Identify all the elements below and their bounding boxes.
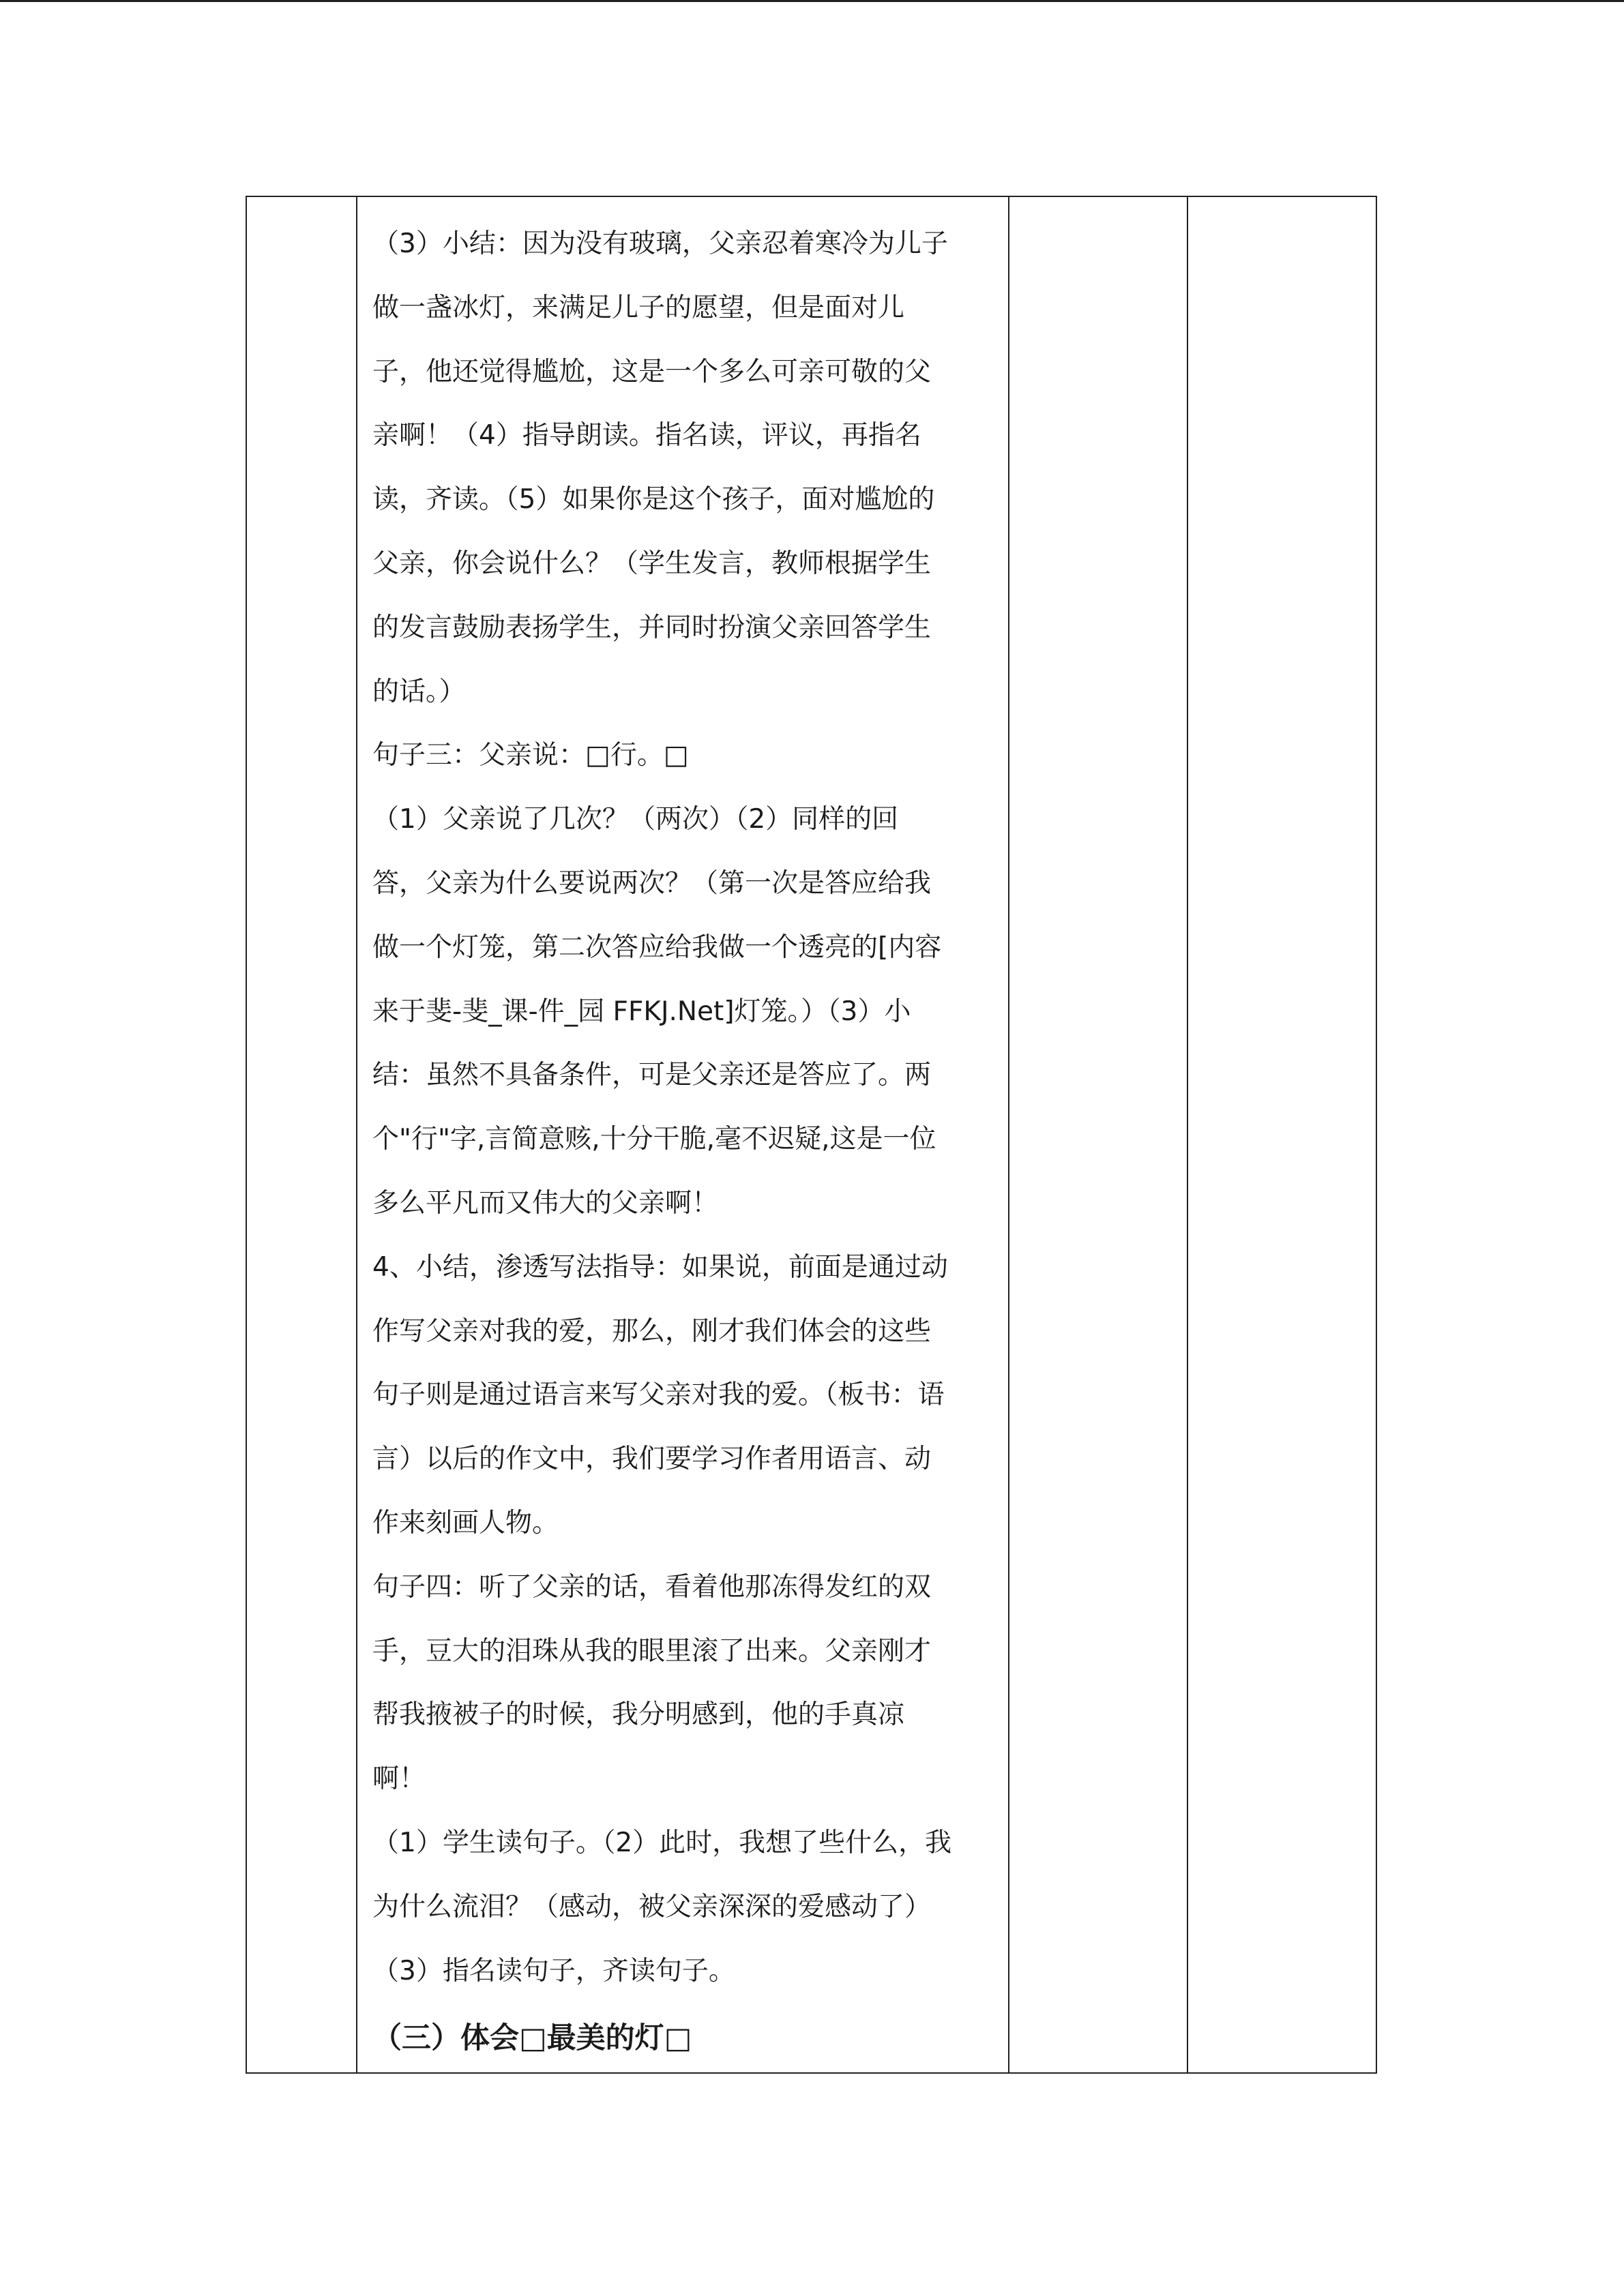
text-line: 句子三：父亲说：□行。□: [372, 740, 689, 771]
text-line: 父亲，你会说什么？（学生发言，教师根据学生: [372, 548, 932, 579]
text-line: 4、小结，渗透写法指导：如果说，前面是通过动: [372, 1251, 948, 1283]
text-line: （1）父亲说了几次？（两次）（2）同样的回: [372, 804, 899, 835]
text-line: 亲啊！（4）指导朗读。指名读，评议，再指名: [372, 420, 921, 451]
text-line: 作写父亲对我的爱，那么，刚才我们体会的这些: [372, 1315, 932, 1347]
section-heading: （三）体会□最美的灯□: [372, 2021, 692, 2056]
text-line: 啊！: [372, 1763, 426, 1795]
text-line: （1）学生读句子。（2）此时，我想了些什么，我: [372, 1827, 952, 1858]
text-line: 做一个灯笼，第二次答应给我做一个透亮的[内容: [372, 931, 942, 963]
text-line: 读，齐读。（5）如果你是这个孩子，面对尴尬的: [372, 484, 935, 516]
text-line: 手，豆大的泪珠从我的眼里滚了出来。父亲刚才: [372, 1635, 932, 1667]
text-line: 句子则是通过语言来写父亲对我的爱。（板书：语: [372, 1380, 945, 1411]
blank-cell-notes: [1009, 196, 1187, 2073]
text-line: （3）指名读句子，齐读句子。: [372, 1955, 735, 1986]
text-line: 的话。）: [372, 676, 466, 707]
text-line: 子，他还觉得尴尬，这是一个多么可亲可敬的父: [372, 356, 932, 387]
text-line: 为什么流泪？（感动，被父亲深深的爱感动了）: [372, 1891, 932, 1922]
text-line: 多么平凡而又伟大的父亲啊！: [372, 1187, 719, 1219]
text-line: 帮我掖被子的时候，我分明感到，他的手真凉: [372, 1699, 905, 1731]
text-line: 答，父亲为什么要说两次？（第一次是答应给我: [372, 867, 932, 899]
text-line: 做一盏冰灯，来满足儿子的愿望，但是面对儿: [372, 292, 905, 323]
blank-cell-left: [246, 196, 357, 2073]
text-line: 的发言鼓励表扬学生，并同时扮演父亲回答学生: [372, 612, 932, 643]
text-line: 结：虽然不具备条件，可是父亲还是答应了。两: [372, 1060, 932, 1091]
content-body: [357, 197, 1008, 2072]
blank-cell-right: [1187, 196, 1376, 2073]
text-line: 个"行"字,言简意赅,十分干脆,毫不迟疑,这是一位: [372, 1124, 936, 1155]
table-row: [246, 196, 1376, 2073]
text-line: 来于斐-斐_课-件_园 FFKJ.Net]灯笼。）（3）小: [372, 996, 911, 1027]
text-line: （3）小结：因为没有玻璃，父亲忍着寒冷为儿子: [372, 228, 948, 259]
lesson-plan-table: [246, 196, 1377, 2074]
text-line: 作来刻画人物。: [372, 1507, 559, 1538]
content-cell: [357, 196, 1009, 2073]
text-line: 句子四：听了父亲的话，看着他那冻得发红的双: [372, 1571, 932, 1602]
page-top-border: [0, 0, 1624, 2]
text-line: 言）以后的作文中，我们要学习作者用语言、动: [372, 1444, 932, 1475]
